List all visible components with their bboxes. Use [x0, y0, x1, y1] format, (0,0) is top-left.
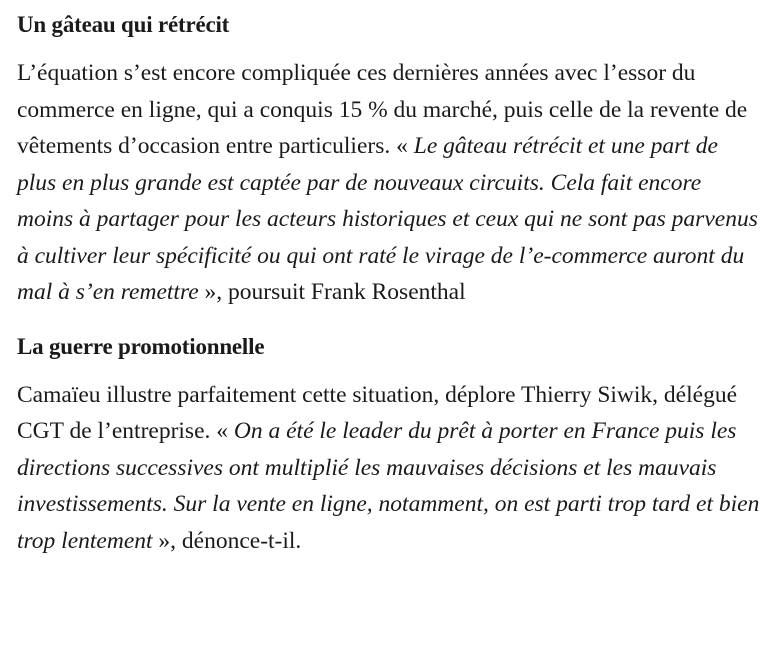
paragraph-text: L’équation s’est encore compliquée ces dernières années avec l’essor du commerce en ligne, qui a conquis 15 % du marché, puis celle de la revente de vêtements d’occasion entre particuliers. «	[17, 60, 748, 159]
section-heading: Un gâteau qui rétrécit	[17, 12, 230, 37]
paragraph-text: », poursuit Frank Rosenthal	[198, 279, 466, 305]
paragraph	[17, 55, 762, 311]
quote-text: Le gâteau rétrécit et une part de plus en plus grande est captée par de nouveaux circuits. Cela fait encore moins à partager pour les acteurs historiques et ceux qui ne sont pas parvenus à cultiver leur spécificité ou qui ont raté le virage de l’e-commerce auront du mal à s’en remettre	[17, 133, 758, 305]
quote-text: On a été le leader du prêt à porter en France puis les directions successives ont multiplié les mauvaises décisions et les mauvais investissements. Sur la vente en ligne, notamment, on est parti trop tard et bien trop lentement	[17, 418, 760, 554]
article-body	[17, 0, 762, 559]
paragraph-text: Camaïeu illustre parfaitement cette situation, déplore Thierry Siwik, délégué CGT de l’entreprise. «	[17, 381, 737, 444]
paragraph	[17, 377, 762, 560]
section-heading: La guerre promotionnelle	[17, 333, 265, 359]
paragraph-text: », dénonce-t-il.	[152, 527, 302, 554]
